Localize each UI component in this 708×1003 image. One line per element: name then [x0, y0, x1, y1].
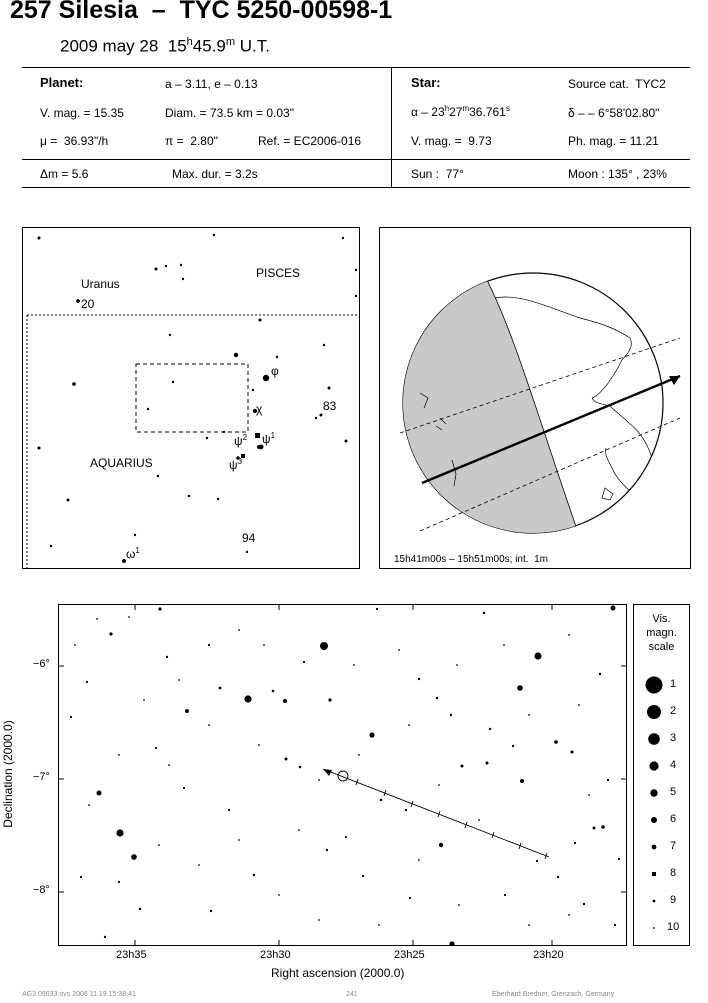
y-tick-label: −7°: [33, 771, 50, 783]
scale-item-label: 1: [670, 678, 677, 690]
planet-reference: Ref. = EC2006-016: [258, 134, 362, 148]
max-duration: Max. dur. = 3.2s: [172, 167, 258, 181]
scale-dot-5: [650, 789, 657, 796]
star-chart: [58, 604, 627, 946]
uranus-number-label: 20: [81, 297, 95, 311]
uranus-label: Uranus: [81, 277, 120, 291]
psi1-label: $\psi^1$: [262, 431, 276, 446]
scale-dot-8: [652, 872, 656, 876]
globe-panel: [379, 227, 691, 569]
chi-label: χ: [256, 402, 263, 416]
star-vmag: V. mag. = 9.73: [411, 134, 492, 148]
info-rule: [22, 159, 690, 160]
asteroid-path-arrow: [323, 769, 332, 776]
y-tick-label: −8°: [33, 884, 50, 896]
planet-parallax: π = 2.80": [165, 134, 218, 148]
header-rule: [22, 67, 690, 68]
globe-plot: [380, 228, 690, 568]
footer-page-number: 241: [346, 991, 358, 998]
scale-item-label: 6: [670, 813, 677, 825]
planet-elements: a – 3.11, e – 0.13: [165, 77, 258, 91]
scale-item-label: 4: [670, 759, 677, 771]
scale-item-label: 2: [670, 705, 677, 717]
star-chart-plot: [59, 605, 626, 945]
scale-title-line: Vis.: [652, 613, 671, 625]
x-axis-label: Right ascension (2000.0): [271, 966, 405, 980]
y-tick-label: −6°: [33, 658, 50, 670]
scale-dot-4: [649, 761, 658, 770]
star-source-catalog: Source cat. TYC2: [568, 77, 666, 91]
x-tick-label: 23h30: [260, 949, 291, 961]
scale-dot-6: [651, 817, 657, 823]
scale-item-label: 9: [670, 894, 677, 906]
psi2-label: $\psi^2$: [234, 433, 248, 448]
star-94-label: 94: [242, 531, 256, 545]
scale-dot-9: [653, 900, 656, 903]
star-83-label: 83: [323, 399, 337, 413]
scale-item-label: 10: [667, 921, 680, 933]
scale-dot-2: [647, 705, 661, 719]
finder-chart: [22, 227, 360, 569]
footer-file-info: AG3 09033.ovs 2008 11 19 15:38:41: [22, 991, 136, 998]
occulted-star-marker: [338, 771, 348, 781]
info-divider: [391, 67, 392, 187]
finder-chart-plot: [23, 228, 359, 568]
x-tick-label: 23h25: [394, 949, 425, 961]
star-heading: Star:: [411, 75, 441, 90]
planet-vmag: V. mag. = 15.35: [40, 106, 124, 120]
scale-dot-3: [648, 733, 660, 745]
delta-mag: Δm = 5.6: [40, 167, 89, 181]
moon-info: Moon : 135° , 23%: [568, 167, 667, 181]
scale-item-label: 7: [670, 840, 677, 852]
event-date: 2009 may 28 15$^h$45.9$^m$ U.T.: [60, 36, 270, 56]
scale-title-line: magn.: [646, 627, 677, 639]
magnitude-scale-legend: [633, 604, 690, 946]
planet-diameter: Diam. = 73.5 km = 0.03": [165, 106, 294, 120]
globe-time-caption: 15h41m00s – 15h51m00s; int. 1m: [394, 554, 548, 565]
star-declination: δ – – 6°58'02.80": [568, 106, 660, 120]
scale-dot-1: [646, 677, 663, 694]
page-title: 257 Silesia – TYC 5250-00598-1: [10, 0, 393, 24]
star-phmag: Ph. mag. = 11.21: [568, 134, 659, 148]
x-tick-label: 23h20: [533, 949, 564, 961]
phi-label: φ: [271, 364, 279, 378]
omega1-label: $\omega^1$: [126, 546, 140, 561]
scale-dot-7: [652, 845, 657, 850]
star-right-ascension: α – 23$^h$27$^m$36.761$^s$: [411, 104, 510, 119]
scale-item-label: 8: [670, 867, 677, 879]
field-of-view-box: [136, 364, 248, 432]
x-tick-label: 23h35: [116, 949, 147, 961]
scale-title-line: scale: [648, 641, 675, 653]
y-axis-label: Declination (2000.0): [1, 720, 15, 828]
footer-author: Eberhard Bredner, Grenzach, Germany: [492, 991, 615, 998]
psi3-label: $\psi^3$: [229, 457, 243, 472]
chart-stars: [70, 606, 620, 946]
scale-dots: [634, 605, 689, 945]
planet-motion: μ = 36.93"/h: [40, 134, 109, 148]
uranus-marker: [76, 299, 80, 303]
aquarius-label: AQUARIUS: [90, 456, 153, 470]
scale-item-label: 3: [670, 732, 677, 744]
pisces-label: PISCES: [256, 266, 301, 280]
info-bottom-rule: [22, 187, 690, 188]
scale-dot-10: [653, 927, 655, 929]
sun-elongation: Sun : 77°: [411, 167, 464, 181]
scale-item-label: 5: [670, 786, 677, 798]
planet-heading: Planet:: [40, 75, 84, 90]
